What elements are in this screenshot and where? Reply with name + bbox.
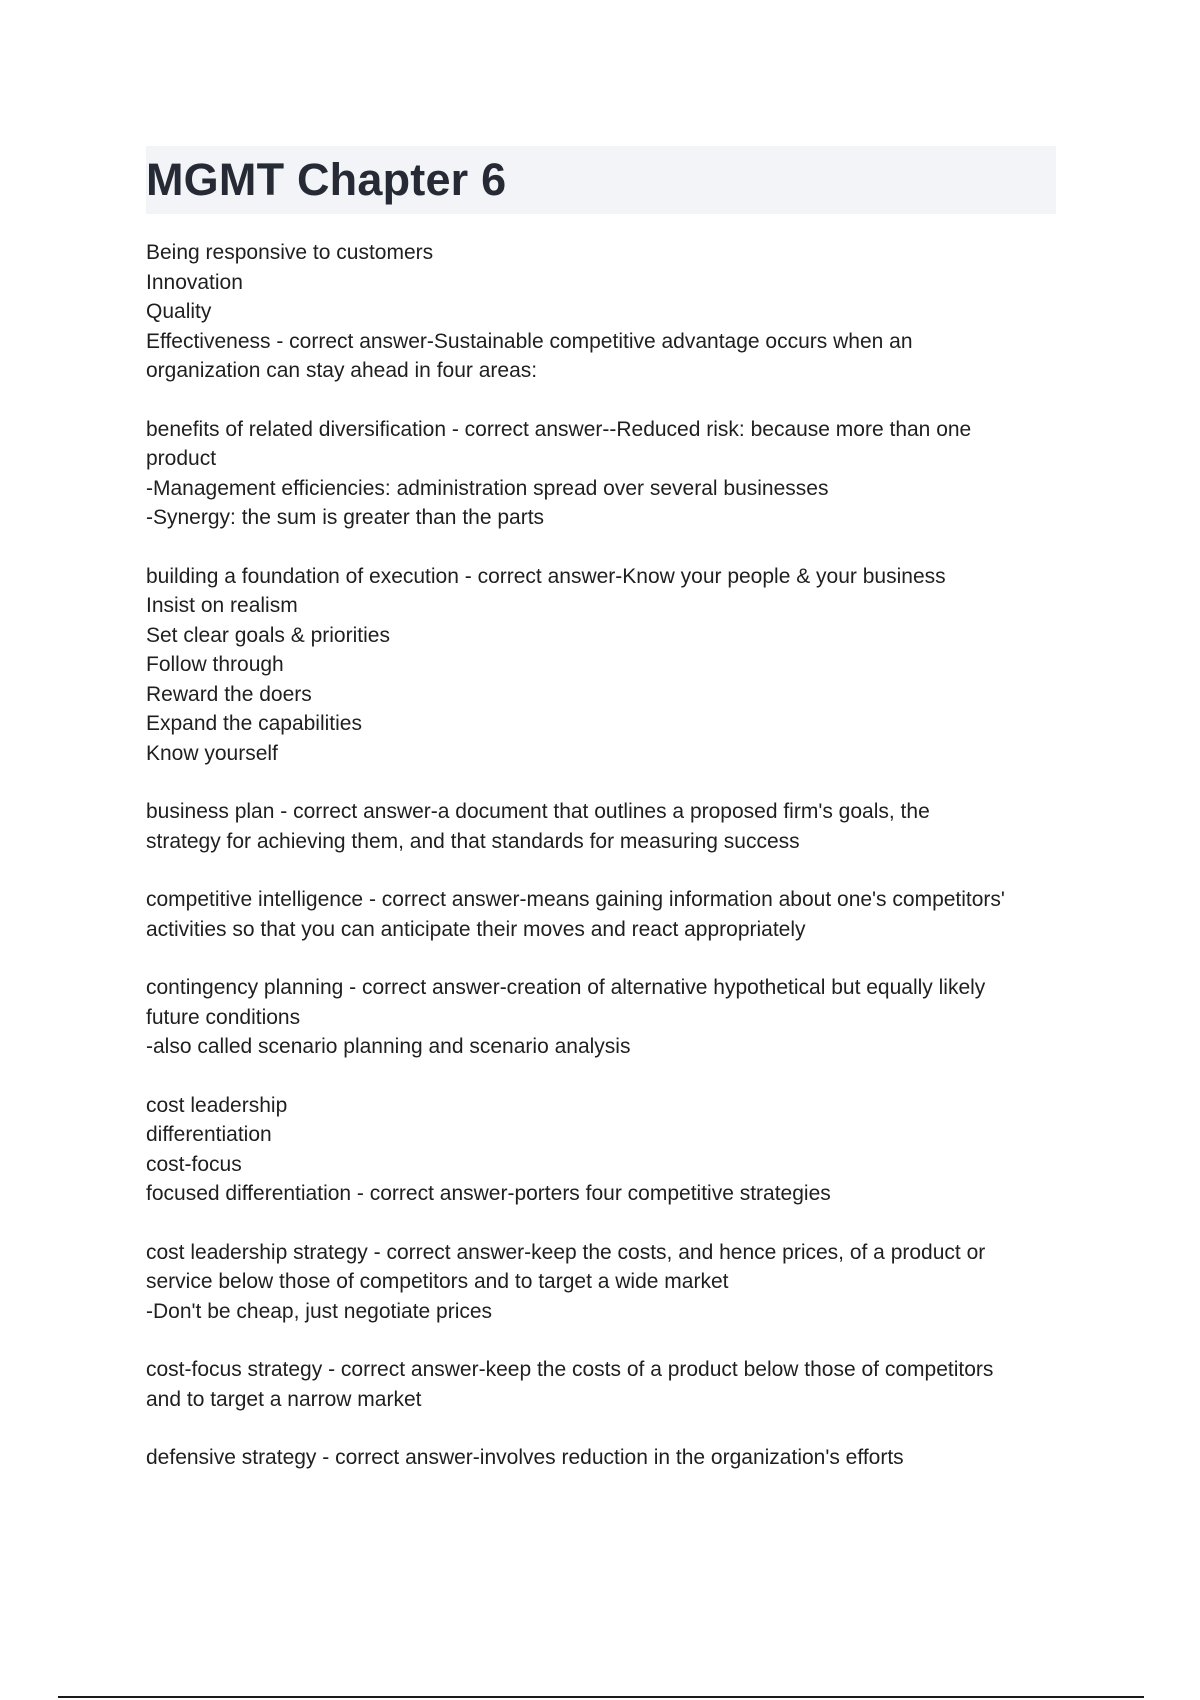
text-line: focused differentiation - correct answer-porters four competitive strategies: [146, 1182, 831, 1205]
text-line: Know yourself: [146, 741, 278, 765]
entry-block: [146, 1238, 1066, 1327]
text-line: Being responsive to customers: [146, 241, 434, 264]
text-line: service below those of competitors and to target a wide market: [146, 1270, 729, 1293]
footer-divider: [58, 1696, 1144, 1698]
entry-block: [146, 562, 1066, 769]
entry-block: [146, 238, 1066, 386]
text-line: product: [146, 447, 217, 470]
text-line: Innovation: [146, 270, 243, 294]
text-line: -Don't be cheap, just negotiate prices: [146, 1299, 493, 1323]
text-line: -Synergy: the sum is greater than the parts: [146, 506, 545, 529]
text-line: Follow through: [146, 653, 284, 676]
text-line: Set clear goals & priorities: [146, 623, 390, 647]
document-content: [146, 238, 1066, 1502]
text-line: Insist on realism: [146, 594, 298, 617]
page-title: MGMT Chapter 6: [146, 154, 507, 205]
text-line: Reward the doers: [146, 682, 312, 706]
title-bar: [146, 146, 1056, 214]
entry-block: [146, 973, 1066, 1062]
entry-block: [146, 415, 1066, 533]
text-line: organization can stay ahead in four areas:: [146, 359, 538, 382]
text-line: strategy for achieving them, and that standards for measuring success: [146, 829, 800, 853]
text-line: contingency planning - correct answer-creation of alternative hypothetical but equally likely: [146, 976, 986, 999]
text-line: benefits of related diversification - correct answer--Reduced risk: because more than one: [146, 417, 972, 441]
entry-block: [146, 885, 1066, 944]
entry-block: [146, 797, 1066, 856]
text-line: future conditions: [146, 1005, 301, 1029]
entry-block: [146, 1355, 1066, 1414]
text-line: building a foundation of execution - correct answer-Know your people & your business: [146, 564, 946, 588]
entry-block: [146, 1443, 1066, 1473]
text-line: cost-focus strategy - correct answer-keep the costs of a product below those of competitors: [146, 1358, 994, 1381]
text-line: Quality: [146, 300, 212, 323]
text-line: business plan - correct answer-a document that outlines a proposed firm's goals, the: [146, 800, 930, 823]
text-line: differentiation: [146, 1123, 272, 1146]
text-line: cost-focus: [146, 1152, 242, 1176]
text-line: Expand the capabilities: [146, 712, 362, 735]
text-line: and to target a narrow market: [146, 1387, 422, 1411]
text-line: -Management efficiencies: administration spread over several businesses: [146, 476, 829, 500]
text-line: activities so that you can anticipate their moves and react appropriately: [146, 917, 806, 941]
text-line: cost leadership strategy - correct answer-keep the costs, and hence prices, of a product or: [146, 1240, 986, 1264]
text-line: Effectiveness - correct answer-Sustainable competitive advantage occurs when an: [146, 329, 913, 353]
text-line: cost leadership: [146, 1093, 288, 1117]
text-line: defensive strategy - correct answer-involves reduction in the organization's efforts: [146, 1446, 904, 1469]
text-line: competitive intelligence - correct answer-means gaining information about one's competitors': [146, 888, 1005, 911]
entry-block: [146, 1091, 1066, 1209]
text-line: -also called scenario planning and scenario analysis: [146, 1035, 631, 1058]
